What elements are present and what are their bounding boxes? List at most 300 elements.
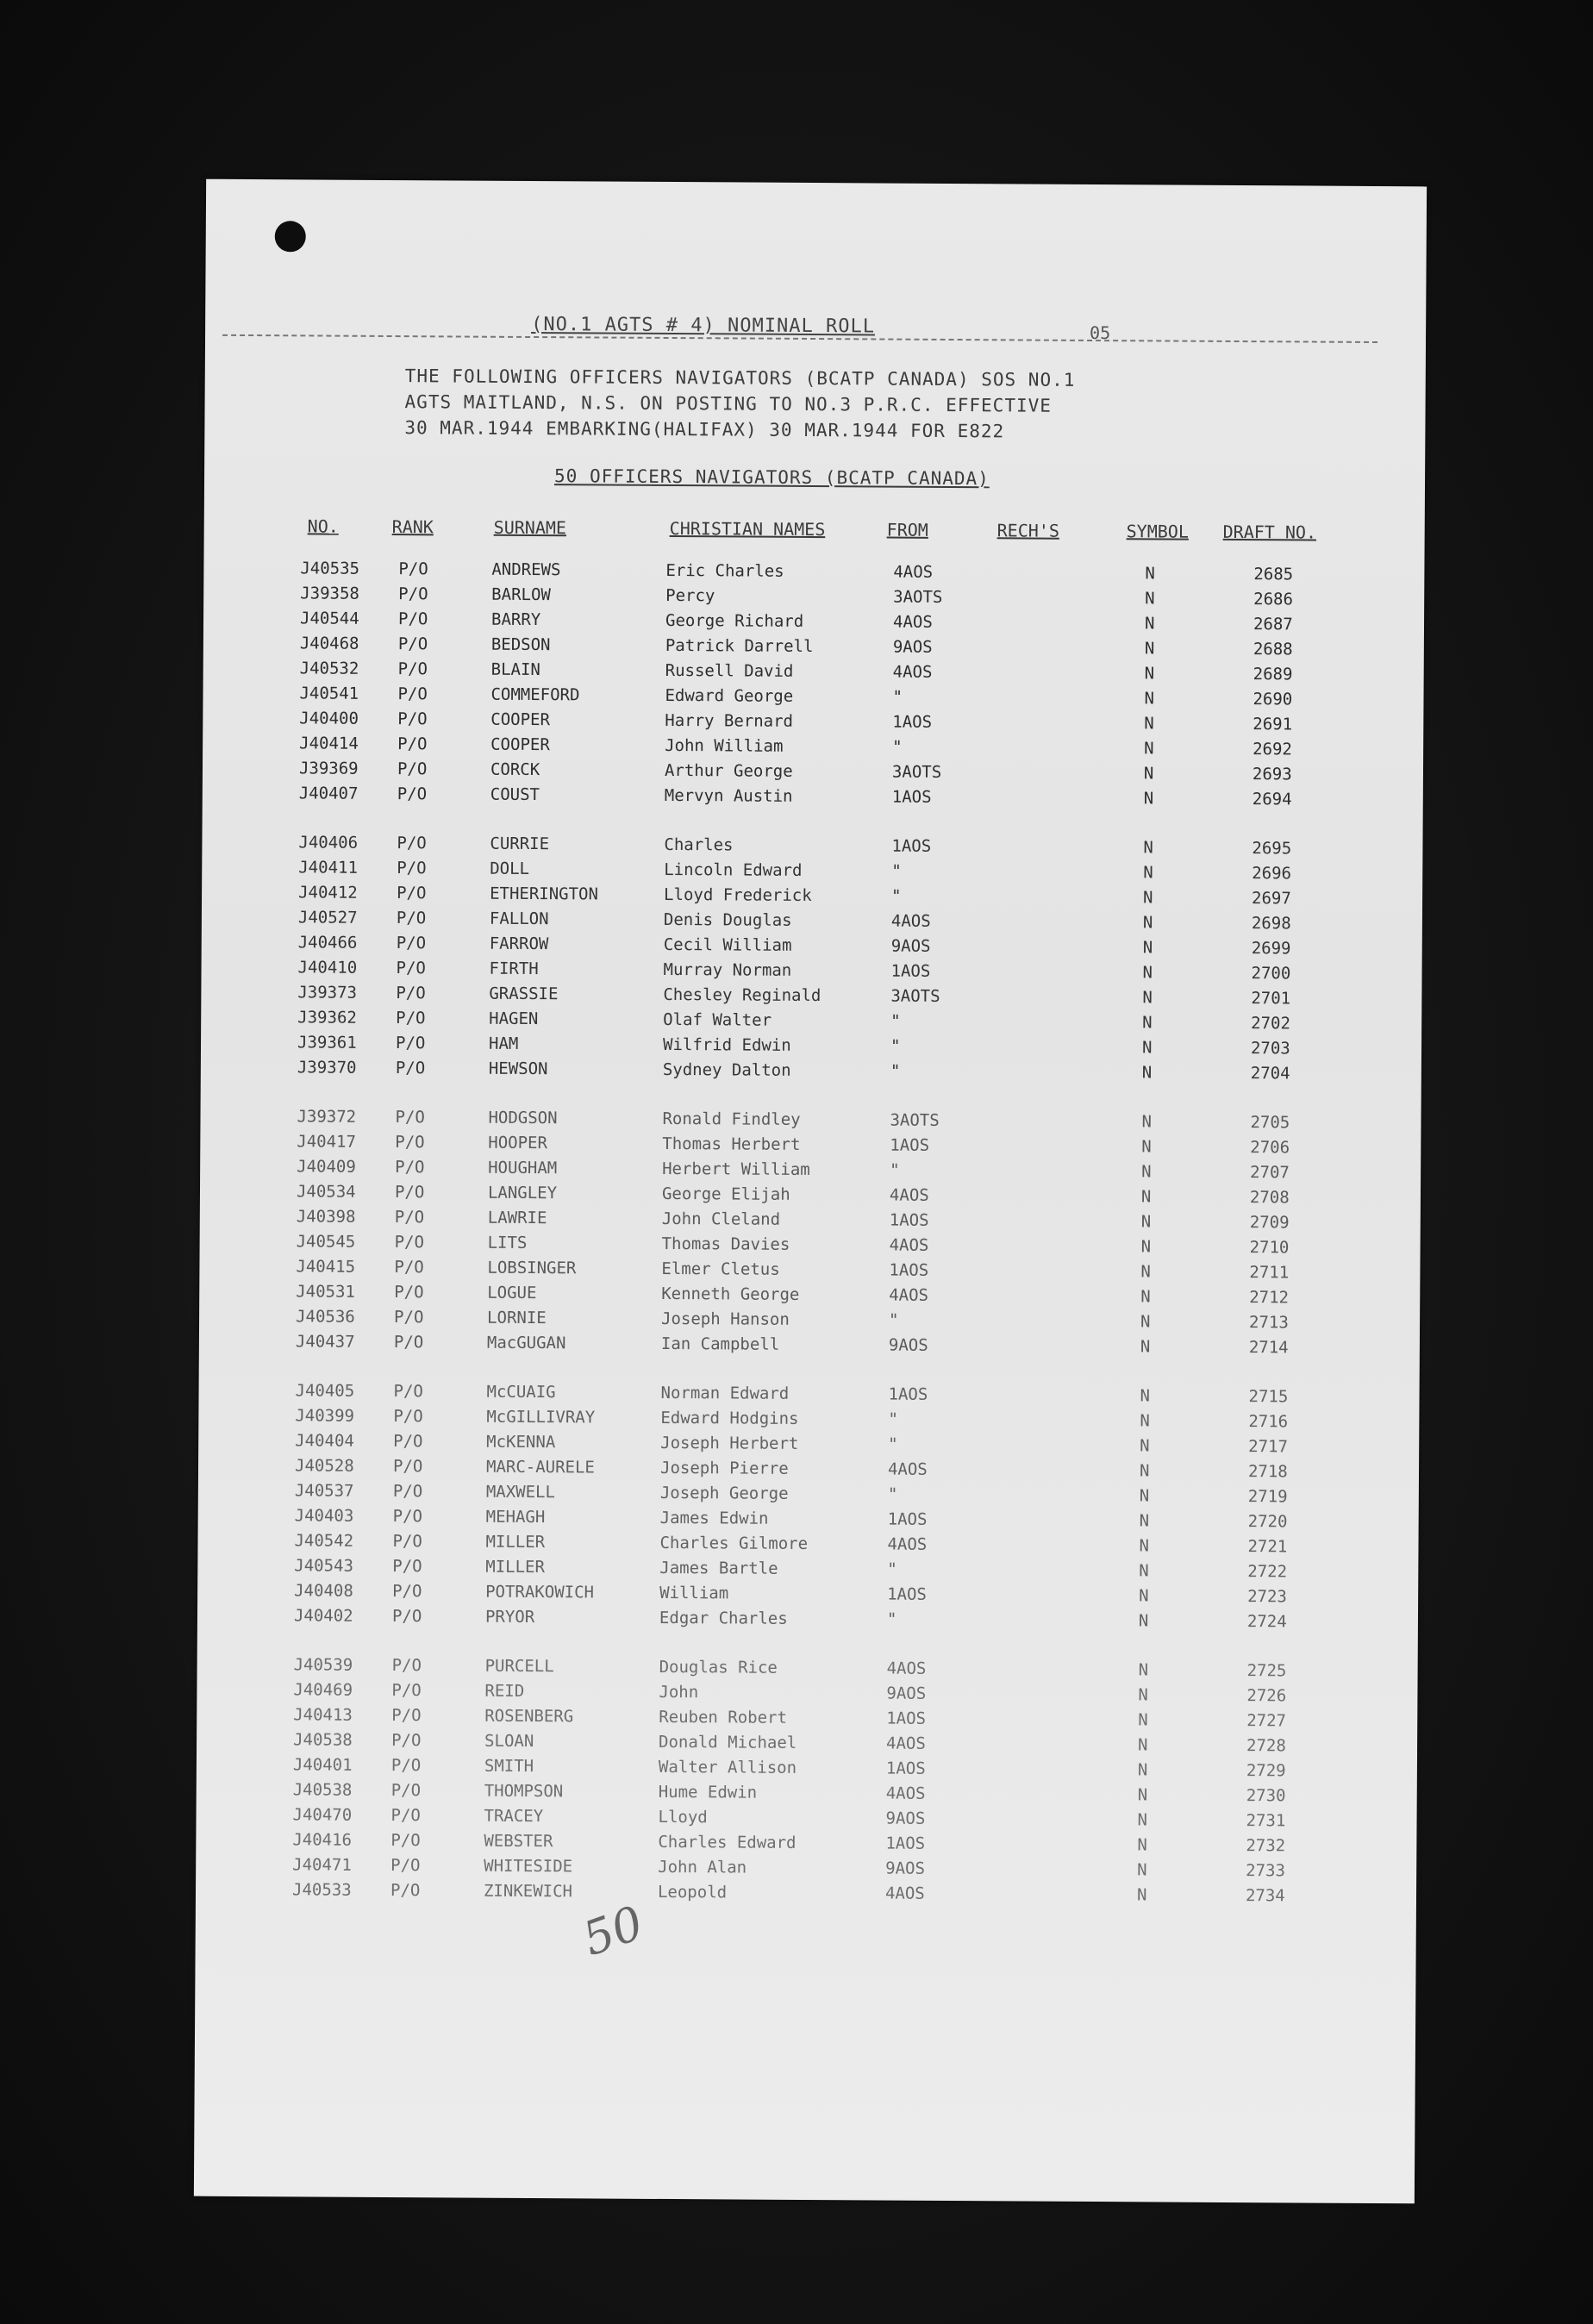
cell-from: 4AOS (886, 1659, 927, 1678)
cell-christian-names: John (659, 1682, 699, 1702)
cell-rank: P/O (390, 1806, 421, 1826)
cell-from: " (887, 1484, 898, 1504)
cell-symbol: N (1141, 1137, 1152, 1157)
cell-draft-no: 2734 (1245, 1886, 1285, 1906)
cell-service-number: J40415 (296, 1257, 356, 1277)
cell-rank: P/O (393, 1382, 423, 1402)
cell-draft-no: 2731 (1246, 1811, 1286, 1831)
cell-draft-no: 2727 (1246, 1711, 1287, 1731)
cell-symbol: N (1144, 689, 1155, 709)
cell-rank: P/O (392, 1532, 422, 1552)
cell-rank: P/O (395, 1133, 425, 1153)
cell-service-number: J40528 (294, 1456, 354, 1476)
cell-service-number: J40417 (297, 1132, 357, 1152)
cell-rank: P/O (390, 1881, 421, 1901)
document-title: (NO.1 AGTS # 4) NOMINAL ROLL (531, 314, 876, 338)
cell-from: 4AOS (889, 1235, 929, 1255)
cell-christian-names: Charles Gilmore (659, 1533, 809, 1553)
cell-from: " (888, 1409, 898, 1429)
cell-symbol: N (1143, 764, 1154, 784)
cell-from: 9AOS (886, 1684, 927, 1703)
cell-surname: COMMEFORD (490, 684, 580, 705)
cell-christian-names: Thomas Davies (661, 1234, 790, 1254)
cell-draft-no: 2721 (1247, 1537, 1288, 1557)
cell-from: " (890, 1160, 900, 1180)
cell-draft-no: 2690 (1253, 690, 1293, 709)
cell-service-number: J39372 (297, 1107, 357, 1127)
cell-from: 1AOS (888, 1384, 928, 1404)
cell-symbol: N (1138, 1710, 1148, 1730)
cell-christian-names: Lloyd (658, 1807, 708, 1827)
cell-surname: HEWSON (488, 1059, 548, 1079)
cell-surname: WHITESIDE (484, 1856, 573, 1877)
cell-surname: FIRTH (489, 959, 539, 979)
cell-from: 1AOS (892, 712, 933, 732)
cell-from: " (890, 1036, 901, 1056)
cell-surname: DOLL (490, 859, 530, 879)
cell-service-number: J39373 (297, 983, 358, 1003)
cell-surname: REID (484, 1681, 525, 1701)
cell-from: 4AOS (892, 662, 933, 682)
cell-symbol: N (1144, 739, 1154, 759)
cell-rank: P/O (395, 1059, 426, 1078)
cell-rank: P/O (392, 1457, 423, 1477)
cell-rank: P/O (390, 1856, 421, 1876)
roll-group (203, 559, 1425, 816)
cell-from: " (886, 1609, 897, 1629)
cell-christian-names: Elmer Cletus (661, 1259, 780, 1279)
cell-symbol: N (1145, 589, 1155, 609)
cell-draft-no: 2699 (1251, 939, 1291, 959)
cell-from: " (890, 1011, 901, 1031)
cell-from: 1AOS (890, 961, 931, 981)
cell-christian-names: Charles Edward (658, 1832, 796, 1852)
cell-draft-no: 2686 (1253, 590, 1294, 609)
cell-christian-names: James Bartle (659, 1558, 778, 1578)
cell-service-number: J40410 (297, 958, 358, 978)
cell-draft-no: 2706 (1250, 1138, 1290, 1158)
cell-service-number: J40538 (292, 1780, 353, 1800)
cell-service-number: J40531 (296, 1282, 355, 1302)
cell-rank: P/O (397, 759, 428, 779)
cell-symbol: N (1142, 1013, 1153, 1033)
cell-symbol: N (1140, 1337, 1151, 1357)
cell-christian-names: Mervyn Austin (664, 785, 793, 806)
cell-draft-no: 2712 (1249, 1288, 1290, 1308)
cell-from: 3AOTS (890, 1110, 940, 1130)
cell-christian-names: Harry Bernard (665, 710, 794, 731)
cell-christian-names: Olaf Walter (663, 1009, 772, 1030)
cell-service-number: J39361 (297, 1033, 357, 1053)
cell-symbol: N (1143, 789, 1154, 809)
cell-service-number: J40544 (299, 609, 359, 628)
cell-service-number: J40399 (295, 1406, 355, 1426)
cell-draft-no: 2693 (1252, 765, 1292, 784)
cell-christian-names: Leopold (657, 1882, 728, 1902)
cell-surname: ZINKEWICH (483, 1881, 573, 1902)
intro-line: 30 MAR.1944 EMBARKING(HALIFAX) 30 MAR.1944 FOR E822 (404, 417, 1005, 442)
cell-surname: LORNIE (487, 1308, 547, 1328)
cell-draft-no: 2687 (1253, 615, 1293, 634)
cell-from: 9AOS (892, 637, 933, 657)
cell-surname: POTRAKOWICH (485, 1582, 595, 1602)
cell-from: 4AOS (886, 1734, 926, 1753)
cell-service-number: J40536 (296, 1307, 355, 1327)
cell-from: 4AOS (887, 1534, 928, 1554)
cell-christian-names: George Elijah (661, 1184, 790, 1204)
cell-service-number: J40403 (294, 1506, 354, 1526)
cell-from: 4AOS (889, 1285, 929, 1305)
cell-rank: P/O (390, 1756, 422, 1776)
cell-draft-no: 2697 (1252, 889, 1291, 909)
cell-christian-names: Lincoln Edward (664, 859, 803, 880)
cell-service-number: J40411 (298, 858, 358, 878)
cell-symbol: N (1139, 1511, 1150, 1531)
cell-service-number: J40407 (298, 784, 359, 803)
cell-symbol: N (1142, 938, 1153, 958)
cell-from: 4AOS (885, 1784, 926, 1803)
cell-service-number: J39370 (297, 1058, 357, 1078)
cell-service-number: J40401 (292, 1755, 353, 1775)
cell-from: " (888, 1434, 898, 1454)
cell-christian-names: Patrick Darrell (665, 635, 814, 657)
cell-service-number: J40527 (297, 908, 358, 928)
cell-service-number: J39358 (300, 584, 359, 603)
cell-christian-names: George Richard (665, 610, 804, 631)
cell-draft-no: 2732 (1246, 1836, 1286, 1856)
cell-draft-no: 2695 (1252, 839, 1292, 859)
cell-symbol: N (1137, 1860, 1147, 1880)
cell-rank: P/O (392, 1482, 423, 1502)
cell-symbol: N (1142, 913, 1153, 933)
header-surname: SURNAME (493, 516, 567, 539)
cell-symbol: N (1140, 1212, 1152, 1232)
cell-rank: P/O (397, 634, 428, 654)
cell-from: 1AOS (890, 1135, 930, 1155)
cell-symbol: N (1139, 1561, 1149, 1581)
cell-rank: P/O (395, 1158, 425, 1178)
cell-draft-no: 2701 (1251, 989, 1291, 1009)
document-page (194, 179, 1427, 2204)
cell-symbol: N (1141, 1038, 1153, 1058)
cell-christian-names: Thomas Herbert (662, 1134, 801, 1154)
cell-from: 4AOS (893, 562, 934, 582)
cell-service-number: J40539 (293, 1655, 353, 1675)
cell-symbol: N (1141, 1112, 1153, 1132)
cell-surname: HOUGHAM (488, 1158, 558, 1178)
cell-rank: P/O (396, 1009, 426, 1028)
cell-from: " (892, 687, 903, 707)
cell-from: 1AOS (889, 1260, 929, 1280)
cell-christian-names: Edward George (665, 685, 794, 706)
cell-christian-names: John William (665, 735, 784, 756)
cell-from: 9AOS (890, 936, 931, 956)
cell-draft-no: 2692 (1253, 740, 1292, 759)
cell-christian-names: Wilfrid Edwin (662, 1034, 791, 1055)
cell-surname: WEBSTER (484, 1831, 553, 1852)
cell-from: 3AOTS (893, 587, 943, 607)
cell-from: 1AOS (885, 1834, 926, 1853)
cell-surname: BEDSON (490, 634, 551, 655)
cell-christian-names: Charles (664, 834, 734, 855)
cell-draft-no: 2719 (1247, 1487, 1288, 1507)
header-rech: RECH'S (996, 520, 1060, 541)
cell-rank: P/O (391, 1656, 422, 1676)
cell-symbol: N (1145, 564, 1155, 584)
cell-from: 9AOS (888, 1335, 928, 1355)
cell-symbol: N (1137, 1835, 1147, 1855)
cell-symbol: N (1137, 1760, 1148, 1780)
header-no: NO. (307, 515, 339, 537)
cell-christian-names: Arthur George (664, 760, 793, 781)
cell-service-number: J40400 (299, 709, 359, 728)
cell-surname: LITS (487, 1233, 528, 1253)
cell-christian-names: Edgar Charles (659, 1608, 788, 1628)
cell-christian-names: Denis Douglas (663, 909, 792, 930)
cell-christian-names: Douglas Rice (659, 1657, 778, 1677)
cell-draft-no: 2696 (1252, 864, 1292, 884)
cell-service-number: J40414 (299, 734, 359, 753)
cell-surname: BARLOW (491, 584, 551, 605)
cell-surname: TRACEY (484, 1806, 544, 1827)
cell-service-number: J40542 (294, 1531, 354, 1551)
cell-draft-no: 2733 (1246, 1861, 1286, 1881)
cell-draft-no: 2705 (1250, 1113, 1290, 1133)
cell-symbol: N (1140, 1287, 1151, 1307)
cell-service-number: J40408 (294, 1581, 353, 1601)
cell-surname: COOPER (490, 734, 550, 755)
cell-rank: P/O (394, 1308, 424, 1328)
cell-rank: P/O (397, 684, 428, 704)
header-christian-names: CHRISTIAN NAMES (669, 517, 826, 540)
cell-surname: SMITH (484, 1756, 534, 1777)
cell-draft-no: 2726 (1246, 1686, 1287, 1706)
cell-christian-names: John Alan (658, 1857, 747, 1877)
cell-symbol: N (1139, 1461, 1150, 1481)
roll-group (197, 1381, 1420, 1639)
cell-surname: MEHAGH (485, 1507, 546, 1527)
header-from: FROM (886, 519, 928, 540)
cell-from: " (887, 1559, 897, 1579)
cell-symbol: N (1140, 1262, 1151, 1282)
cell-surname: BARRY (490, 609, 541, 630)
cell-service-number: J40405 (295, 1381, 355, 1401)
intro-paragraph (404, 363, 1181, 445)
cell-from: 1AOS (885, 1759, 926, 1778)
cell-service-number: J40471 (292, 1855, 352, 1875)
cell-symbol: N (1144, 714, 1154, 734)
cell-draft-no: 2689 (1253, 665, 1293, 684)
cell-service-number: J40469 (293, 1680, 353, 1700)
cell-surname: ROSENBERG (484, 1706, 574, 1727)
header-symbol: SYMBOL (1126, 521, 1190, 542)
cell-christian-names: Donald Michael (659, 1732, 797, 1752)
cell-symbol: N (1143, 888, 1153, 908)
cell-surname: ANDREWS (491, 559, 561, 580)
cell-surname: McKENNA (486, 1432, 556, 1452)
cell-from: 1AOS (889, 1210, 929, 1230)
roll-group (199, 1107, 1421, 1365)
cell-rank: P/O (392, 1582, 422, 1602)
cell-draft-no: 2685 (1253, 565, 1294, 584)
cell-rank: P/O (394, 1258, 424, 1278)
cell-christian-names: Eric Charles (665, 560, 784, 581)
cell-rank: P/O (397, 734, 428, 754)
cell-service-number: J40532 (299, 659, 359, 678)
cell-surname: SLOAN (484, 1731, 534, 1752)
cell-from: 1AOS (886, 1709, 927, 1728)
cell-christian-names: Joseph George (659, 1483, 789, 1503)
cell-rank: P/O (393, 1407, 423, 1427)
cell-surname: MacGUGAN (486, 1333, 566, 1353)
cell-draft-no: 2729 (1246, 1761, 1286, 1781)
cell-symbol: N (1143, 838, 1153, 858)
cell-christian-names: Ronald Findley (662, 1109, 801, 1129)
cell-symbol: N (1138, 1735, 1148, 1755)
cell-from: " (889, 1310, 899, 1330)
cell-from: 1AOS (891, 836, 932, 856)
cell-symbol: N (1143, 863, 1153, 883)
cell-rank: P/O (397, 659, 428, 679)
cell-service-number: J40468 (299, 634, 359, 653)
cell-service-number: J40537 (294, 1481, 354, 1501)
cell-surname: HAGEN (489, 1009, 539, 1029)
cell-draft-no: 2722 (1247, 1562, 1288, 1582)
cell-surname: LOBSINGER (487, 1258, 577, 1278)
cell-service-number: J40406 (298, 833, 359, 853)
cell-christian-names: Lloyd Frederick (664, 884, 812, 906)
cell-symbol: N (1140, 1436, 1150, 1456)
cell-draft-no: 2715 (1248, 1387, 1289, 1407)
handwritten-count: 50 (576, 1895, 651, 1967)
cell-rank: P/O (396, 909, 427, 928)
cell-rank: P/O (398, 559, 428, 579)
cell-rank: P/O (394, 1183, 425, 1203)
cell-rank: P/O (398, 584, 428, 604)
cell-service-number: J40535 (300, 559, 360, 578)
cell-rank: P/O (390, 1831, 421, 1851)
cell-surname: GRASSIE (489, 984, 559, 1004)
cell-christian-names: Joseph Hanson (661, 1309, 790, 1329)
cell-from: 1AOS (887, 1584, 927, 1604)
cell-service-number: J40437 (295, 1332, 355, 1352)
cell-service-number: J40413 (293, 1705, 353, 1725)
cell-symbol: N (1136, 1885, 1147, 1905)
cell-draft-no: 2723 (1247, 1587, 1287, 1607)
cell-christian-names: Reuben Robert (659, 1707, 788, 1727)
cell-draft-no: 2704 (1250, 1064, 1290, 1084)
cell-surname: McGILLIVRAY (486, 1407, 596, 1428)
cell-surname: CURRIE (490, 834, 550, 854)
page-number: 05 (1090, 322, 1111, 344)
cell-symbol: N (1139, 1586, 1149, 1606)
cell-symbol: N (1140, 1187, 1152, 1207)
cell-surname: LANGLEY (487, 1183, 558, 1203)
cell-draft-no: 2724 (1246, 1612, 1287, 1632)
cell-symbol: N (1138, 1660, 1149, 1680)
cell-symbol: N (1138, 1611, 1149, 1631)
cell-christian-names: Cecil William (663, 934, 792, 955)
cell-draft-no: 2702 (1251, 1014, 1291, 1034)
cell-draft-no: 2717 (1248, 1437, 1289, 1457)
cell-rank: P/O (397, 784, 428, 804)
cell-christian-names: Norman Edward (660, 1383, 790, 1403)
cell-from: 4AOS (892, 612, 933, 632)
cell-service-number: J40470 (292, 1805, 353, 1825)
cell-christian-names: Hume Edwin (658, 1782, 758, 1802)
roll-group (196, 1655, 1418, 1913)
cell-draft-no: 2714 (1248, 1338, 1289, 1358)
cell-service-number: J40402 (293, 1606, 353, 1626)
cell-draft-no: 2711 (1249, 1263, 1290, 1283)
cell-draft-no: 2708 (1249, 1188, 1290, 1208)
cell-from: " (892, 737, 903, 757)
cell-surname: MAXWELL (485, 1482, 556, 1502)
cell-draft-no: 2698 (1251, 914, 1291, 934)
cell-christian-names: Percy (665, 585, 715, 606)
cell-rank: P/O (395, 1034, 426, 1053)
cell-from: " (891, 861, 902, 881)
cell-rank: P/O (391, 1607, 422, 1627)
cell-from: 4AOS (887, 1459, 928, 1479)
cell-symbol: N (1137, 1785, 1148, 1805)
cell-symbol: N (1140, 1411, 1150, 1431)
cell-from: 3AOTS (891, 762, 942, 782)
cell-rank: P/O (394, 1233, 425, 1253)
cell-service-number: J40534 (296, 1182, 356, 1202)
cell-symbol: N (1139, 1536, 1150, 1556)
cell-symbol: N (1141, 1162, 1152, 1182)
cell-draft-no: 2707 (1250, 1163, 1290, 1183)
cell-rank: P/O (392, 1507, 423, 1527)
cell-surname: LOGUE (487, 1283, 537, 1303)
cell-rank: P/O (392, 1557, 422, 1577)
cell-service-number: J40533 (291, 1880, 352, 1900)
cell-surname: HODGSON (488, 1108, 558, 1128)
nominal-roll-table (196, 559, 1425, 1937)
cell-draft-no: 2716 (1248, 1412, 1289, 1432)
cell-draft-no: 2700 (1251, 964, 1291, 984)
roll-subtitle: 50 OFFICERS NAVIGATORS (BCATP CANADA) (553, 465, 990, 490)
cell-christian-names: Walter Allison (658, 1757, 797, 1777)
cell-christian-names: John Cleland (661, 1209, 781, 1229)
cell-from: 3AOTS (890, 986, 940, 1006)
cell-surname: McCUAIG (486, 1382, 556, 1403)
cell-from: " (890, 1061, 901, 1081)
cell-surname: ETHERINGTON (490, 884, 599, 904)
cell-rank: P/O (390, 1781, 422, 1801)
cell-surname: LAWRIE (487, 1208, 547, 1228)
cell-symbol: N (1142, 988, 1153, 1008)
punch-hole (275, 221, 306, 252)
cell-christian-names: Chesley Reginald (663, 984, 821, 1006)
cell-draft-no: 2728 (1246, 1736, 1286, 1756)
cell-rank: P/O (396, 934, 427, 953)
cell-draft-no: 2713 (1249, 1313, 1289, 1333)
cell-symbol: N (1140, 1386, 1151, 1406)
cell-christian-names: Kenneth George (661, 1284, 800, 1304)
cell-surname: FARROW (489, 934, 549, 954)
cell-service-number: J40398 (296, 1207, 356, 1227)
roll-group (201, 833, 1423, 1090)
cell-surname: MILLER (485, 1532, 546, 1552)
cell-from: 4AOS (884, 1884, 925, 1903)
cell-rank: P/O (397, 859, 427, 878)
cell-rank: P/O (396, 984, 426, 1003)
cell-from: 9AOS (885, 1859, 926, 1878)
cell-rank: P/O (394, 1283, 424, 1303)
cell-draft-no: 2694 (1252, 790, 1292, 809)
